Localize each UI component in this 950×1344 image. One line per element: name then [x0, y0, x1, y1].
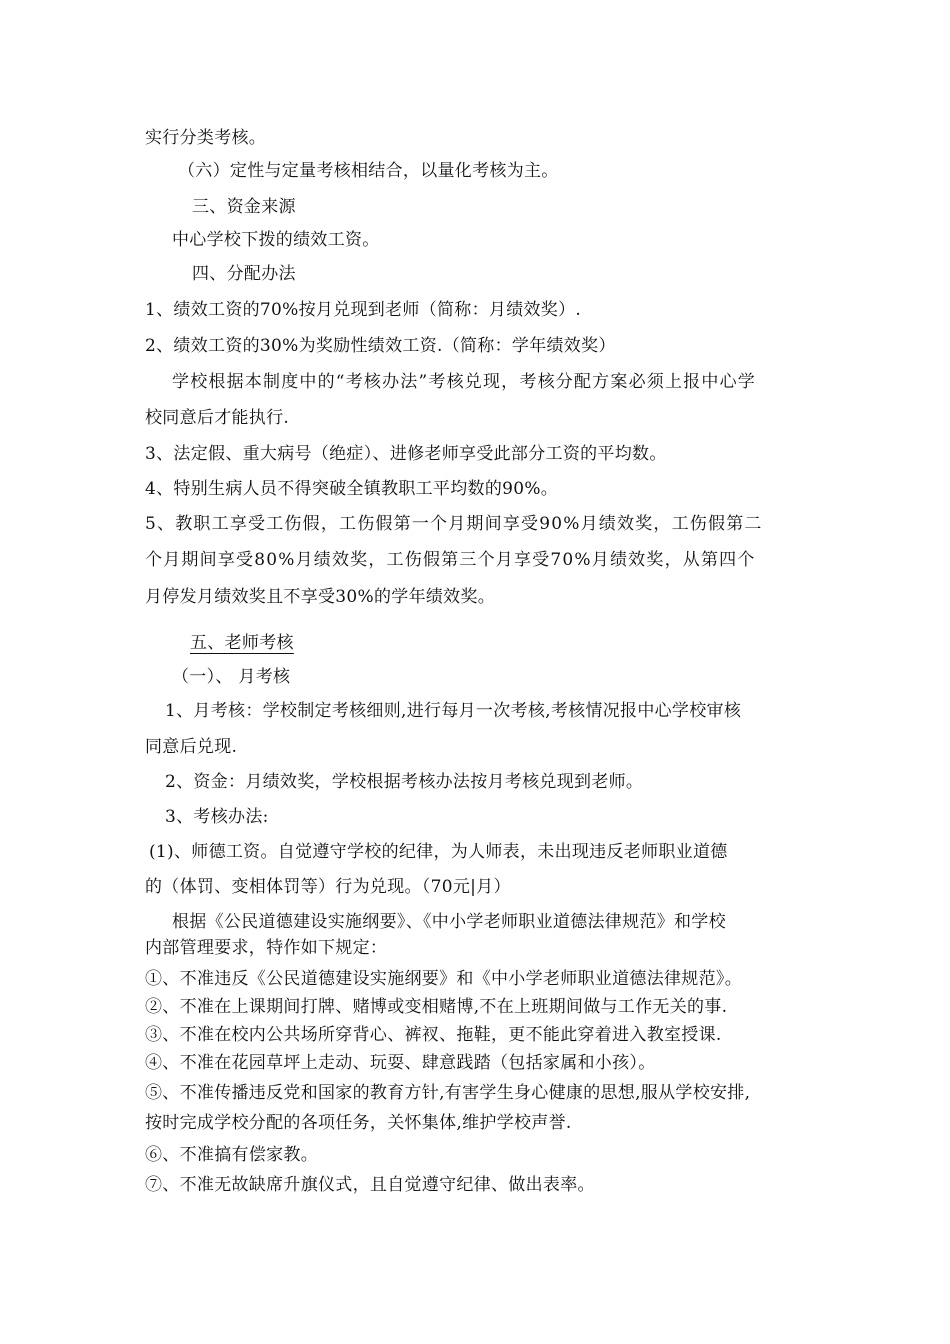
text-line: 学校根据本制度中的“考核办法”考核兑现，考核分配方案必须上报中心学 [172, 372, 756, 392]
text-line: （六）定性与定量考核相结合，以量化考核为主。 [178, 161, 559, 181]
rule-item: ②、不准在上课期间打牌、赌博或变相赌博,不在上班期间做与工作无关的事. [145, 997, 728, 1017]
text-line: (1)、师德工资。自觉遵守学校的纪律，为人师表，未出现违反老师职业道德 [149, 842, 728, 862]
text-line: 根据《公民道德建设实施纲要》、《中小学老师职业道德法律规范》和学校 [172, 912, 726, 932]
rule-item: ⑥、不准搞有偿家教。 [145, 1145, 318, 1165]
text-line: 5、教职工享受工伤假，工伤假第一个月期间享受90%月绩效奖，工伤假第二 [145, 514, 763, 534]
rule-item: ④、不准在花园草坪上走动、玩耍、肆意践踏（包括家属和小孩）。 [145, 1053, 656, 1073]
text-line: 个月期间享受80%月绩效奖，工伤假第三个月享受70%月绩效奖，从第四个 [145, 550, 756, 570]
rule-item: ⑤、不准传播违反党和国家的教育方针,有害学生身心健康的思想,服从学校安排, [145, 1083, 751, 1103]
text-line: 2、绩效工资的30%为奖励性绩效工资.（简称：学年绩效奖） [145, 336, 616, 356]
text-line: 2、资金：月绩效奖，学校根据考核办法按月考核兑现到老师。 [165, 772, 644, 792]
text-line: 3、考核办法: [165, 807, 269, 827]
section-heading: 三、资金来源 [192, 197, 296, 217]
subsection-heading: （一）、 月考核 [172, 667, 291, 687]
section-heading: 四、分配办法 [192, 264, 296, 284]
rule-item: ③、不准在校内公共场所穿背心、裤衩、拖鞋，更不能此穿着进入教室授课. [145, 1025, 722, 1045]
text-line: 1、月考核：学校制定考核细则,进行每月一次考核,考核情况报中心学校审核 [165, 701, 742, 721]
text-line: 中心学校下拨的绩效工资。 [172, 230, 380, 250]
section-heading: 五、老师考核 [190, 633, 294, 653]
text-line: 4、特别生病人员不得突破全镇教职工平均数的90%。 [145, 479, 559, 499]
text-line: 实行分类考核。 [145, 128, 267, 148]
text-line: 3、法定假、重大病号（绝症）、进修老师享受此部分工资的平均数。 [145, 444, 667, 464]
text-line: 月停发月绩效奖且不享受30%的学年绩效奖。 [145, 587, 496, 607]
text-line: 校同意后才能执行. [145, 408, 290, 428]
text-line: 内部管理要求，特作如下规定： [145, 938, 388, 958]
rule-item: 按时完成学校分配的各项任务，关怀集体,维护学校声誉. [145, 1113, 572, 1133]
text-line: 1、绩效工资的70%按月兑现到老师（简称：月绩效奖）. [145, 300, 582, 320]
text-line: 的（体罚、变相体罚等）行为兑现。（70元|月） [145, 877, 511, 897]
rule-item: ⑦、不准无故缺席升旗仪式，且自觉遵守纪律、做出表率。 [145, 1175, 595, 1195]
rule-item: ①、不准违反《公民道德建设实施纲要》和《中小学老师职业道德法律规范》。 [145, 969, 742, 989]
text-line: 同意后兑现. [145, 737, 238, 757]
